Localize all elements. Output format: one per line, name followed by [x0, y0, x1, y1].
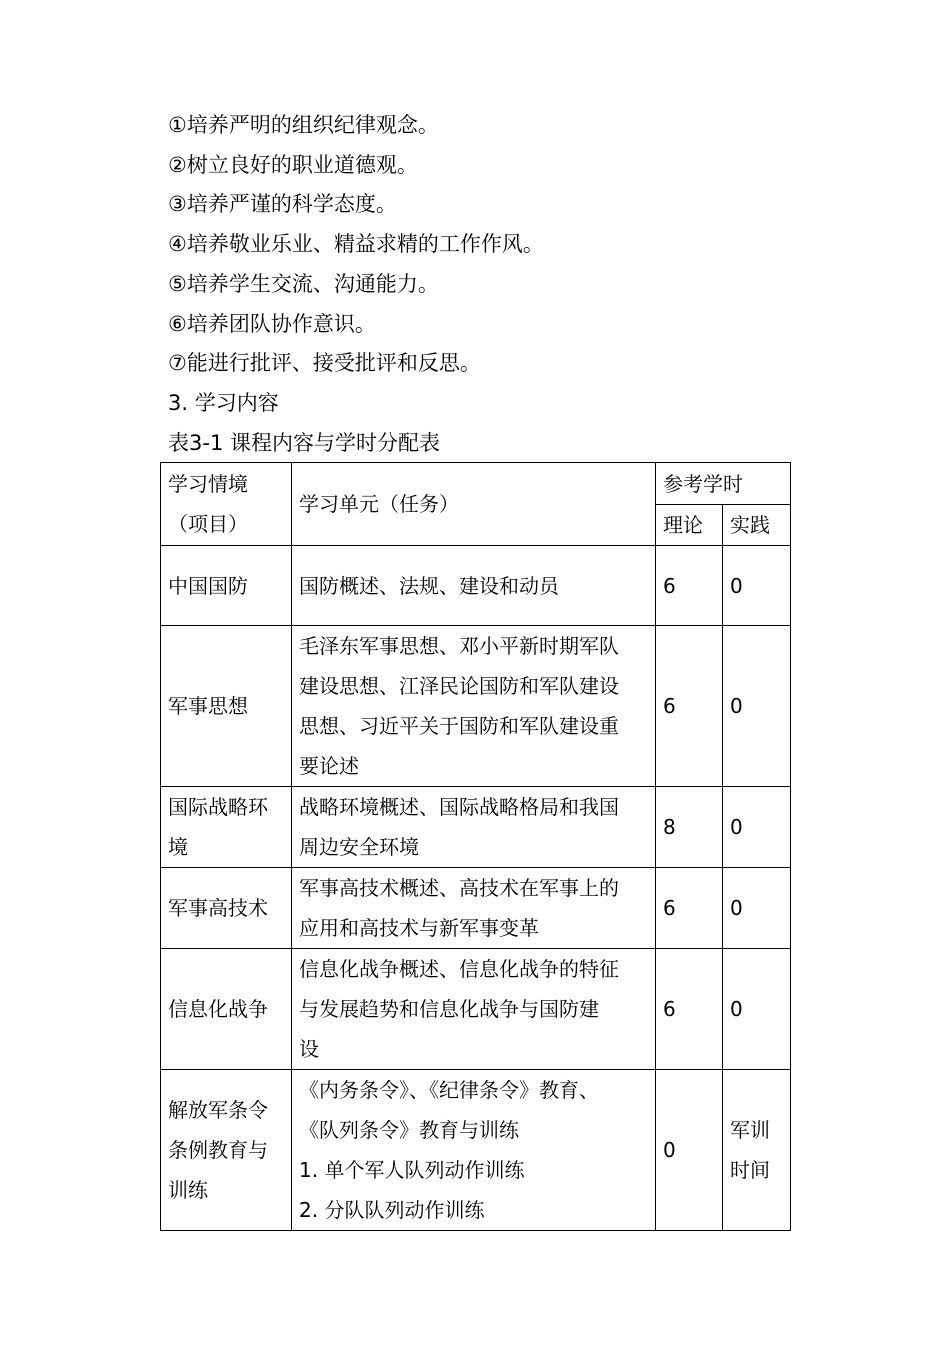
- cell-unit: 军事高技术概述、高技术在军事上的 应用和高技术与新军事变革: [292, 868, 656, 949]
- objective-3: ③培养严谨的科学态度。: [168, 192, 397, 216]
- cell-unit: 信息化战争概述、信息化战争的特征 与发展趋势和信息化战争与国防建 设: [292, 949, 656, 1070]
- cell-situation: 解放军条令 条例教育与 训练: [161, 1070, 292, 1231]
- header-theory: 理论: [656, 505, 723, 546]
- cell-practice: 0: [723, 949, 791, 1070]
- table-row: [161, 868, 791, 949]
- table-row: [161, 546, 791, 626]
- section-heading: 3. 学习内容: [168, 391, 279, 415]
- table-row: [161, 626, 791, 787]
- cell-practice: 军训 时间: [723, 1070, 791, 1231]
- table-caption: 表3-1 课程内容与学时分配表: [168, 431, 440, 455]
- cell-theory: 8: [656, 787, 723, 868]
- cell-theory: 6: [656, 868, 723, 949]
- cell-practice: 0: [723, 626, 791, 787]
- cell-situation: 国际战略环 境: [161, 787, 292, 868]
- cell-practice: 0: [723, 546, 791, 626]
- header-unit: 学习单元（任务）: [292, 463, 656, 546]
- table-header-row: [161, 463, 791, 505]
- objective-5: ⑤培养学生交流、沟通能力。: [168, 272, 439, 296]
- cell-situation: 军事思想: [161, 626, 292, 787]
- cell-theory: 6: [656, 546, 723, 626]
- cell-practice: 0: [723, 868, 791, 949]
- objective-4: ④培养敬业乐业、精益求精的工作作风。: [168, 232, 544, 256]
- cell-unit: 毛泽东军事思想、邓小平新时期军队 建设思想、江泽民论国防和军队建设 思想、习近平关于国防和军队建设重 要论述: [292, 626, 656, 787]
- header-situation: 学习情境 （项目）: [161, 463, 292, 546]
- table-row: [161, 787, 791, 868]
- cell-situation: 信息化战争: [161, 949, 292, 1070]
- cell-theory: 6: [656, 626, 723, 787]
- cell-situation: 中国国防: [161, 546, 292, 626]
- objective-6: ⑥培养团队协作意识。: [168, 312, 376, 336]
- cell-unit: 国防概述、法规、建设和动员: [292, 546, 656, 626]
- course-hours-table: [160, 462, 791, 1231]
- cell-situation: 军事高技术: [161, 868, 292, 949]
- header-hours: 参考学时: [656, 463, 791, 505]
- objective-2: ②树立良好的职业道德观。: [168, 153, 418, 177]
- table-row: [161, 949, 791, 1070]
- cell-theory: 0: [656, 1070, 723, 1231]
- cell-practice: 0: [723, 787, 791, 868]
- cell-unit: 战略环境概述、国际战略格局和我国 周边安全环境: [292, 787, 656, 868]
- cell-unit: 《内务条令》、《纪律条令》教育、 《队列条令》教育与训练 1. 单个军人队列动作训练 2. 分队队列动作训练: [292, 1070, 656, 1231]
- header-practice: 实践: [723, 505, 791, 546]
- objective-7: ⑦能进行批评、接受批评和反思。: [168, 351, 481, 375]
- cell-theory: 6: [656, 949, 723, 1070]
- table-row: [161, 1070, 791, 1231]
- objective-1: ①培养严明的组织纪律观念。: [168, 113, 439, 137]
